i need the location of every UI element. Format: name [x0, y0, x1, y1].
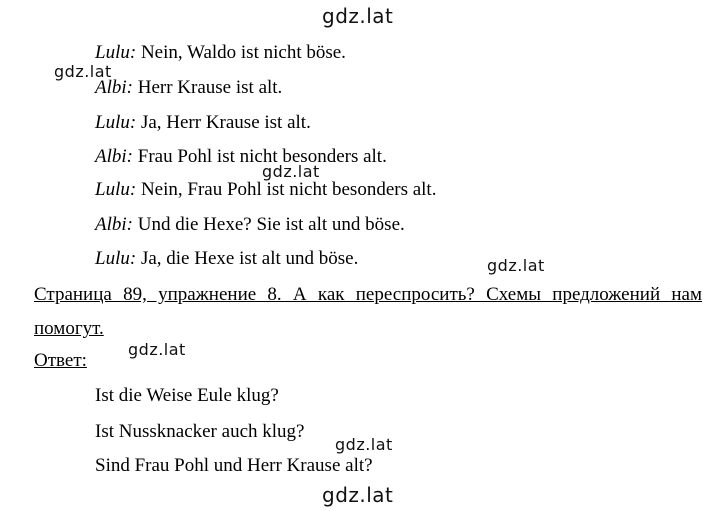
- dialogue-line: [95, 146, 387, 168]
- watermark: gdz.lat: [487, 256, 545, 275]
- speaker-name: Lulu:: [95, 248, 137, 269]
- task-heading-line-1: Страница 89, упражнение 8. А как переспросить? Схемы предложений нам: [34, 284, 702, 305]
- dialogue-line: [95, 179, 436, 201]
- dialogue-text: Nein, Frau Pohl ist nicht besonders alt.: [140, 179, 437, 200]
- speaker-name: Lulu:: [95, 179, 137, 200]
- watermark: gdz.lat: [335, 435, 393, 454]
- speaker-name: Albi:: [95, 146, 133, 167]
- speaker-name: Albi:: [95, 77, 133, 98]
- watermark: gdz.lat: [262, 162, 320, 181]
- speaker-name: Lulu:: [95, 42, 137, 63]
- answer-line: Sind Frau Pohl und Herr Krause alt?: [95, 455, 373, 476]
- watermark: gdz.lat: [128, 340, 186, 359]
- dialogue-text: Ja, die Hexe ist alt und böse.: [140, 248, 359, 269]
- dialogue-line: [95, 112, 311, 134]
- dialogue-line: [95, 248, 358, 270]
- dialogue-line: [95, 214, 405, 236]
- watermark: gdz.lat: [322, 4, 394, 28]
- speaker-name: Lulu:: [95, 112, 137, 133]
- dialogue-text: Frau Pohl ist nicht besonders alt.: [137, 146, 387, 167]
- answer-line: Ist Nussknacker auch klug?: [95, 421, 305, 442]
- watermark: gdz.lat: [322, 483, 394, 507]
- dialogue-line: [95, 42, 346, 64]
- dialogue-text: Herr Krause ist alt.: [137, 77, 283, 98]
- answer-line: Ist die Weise Eule klug?: [95, 385, 279, 406]
- dialogue-text: Nein, Waldo ist nicht böse.: [140, 42, 346, 63]
- dialogue-line: [95, 77, 282, 99]
- dialogue-text: Ja, Herr Krause ist alt.: [140, 112, 311, 133]
- answer-label: Ответ:: [34, 350, 87, 371]
- dialogue-text: Und die Hexe? Sie ist alt und böse.: [137, 214, 405, 235]
- speaker-name: Albi:: [95, 214, 133, 235]
- watermark: gdz.lat: [54, 62, 112, 81]
- task-heading-line-2: помогут.: [34, 318, 104, 339]
